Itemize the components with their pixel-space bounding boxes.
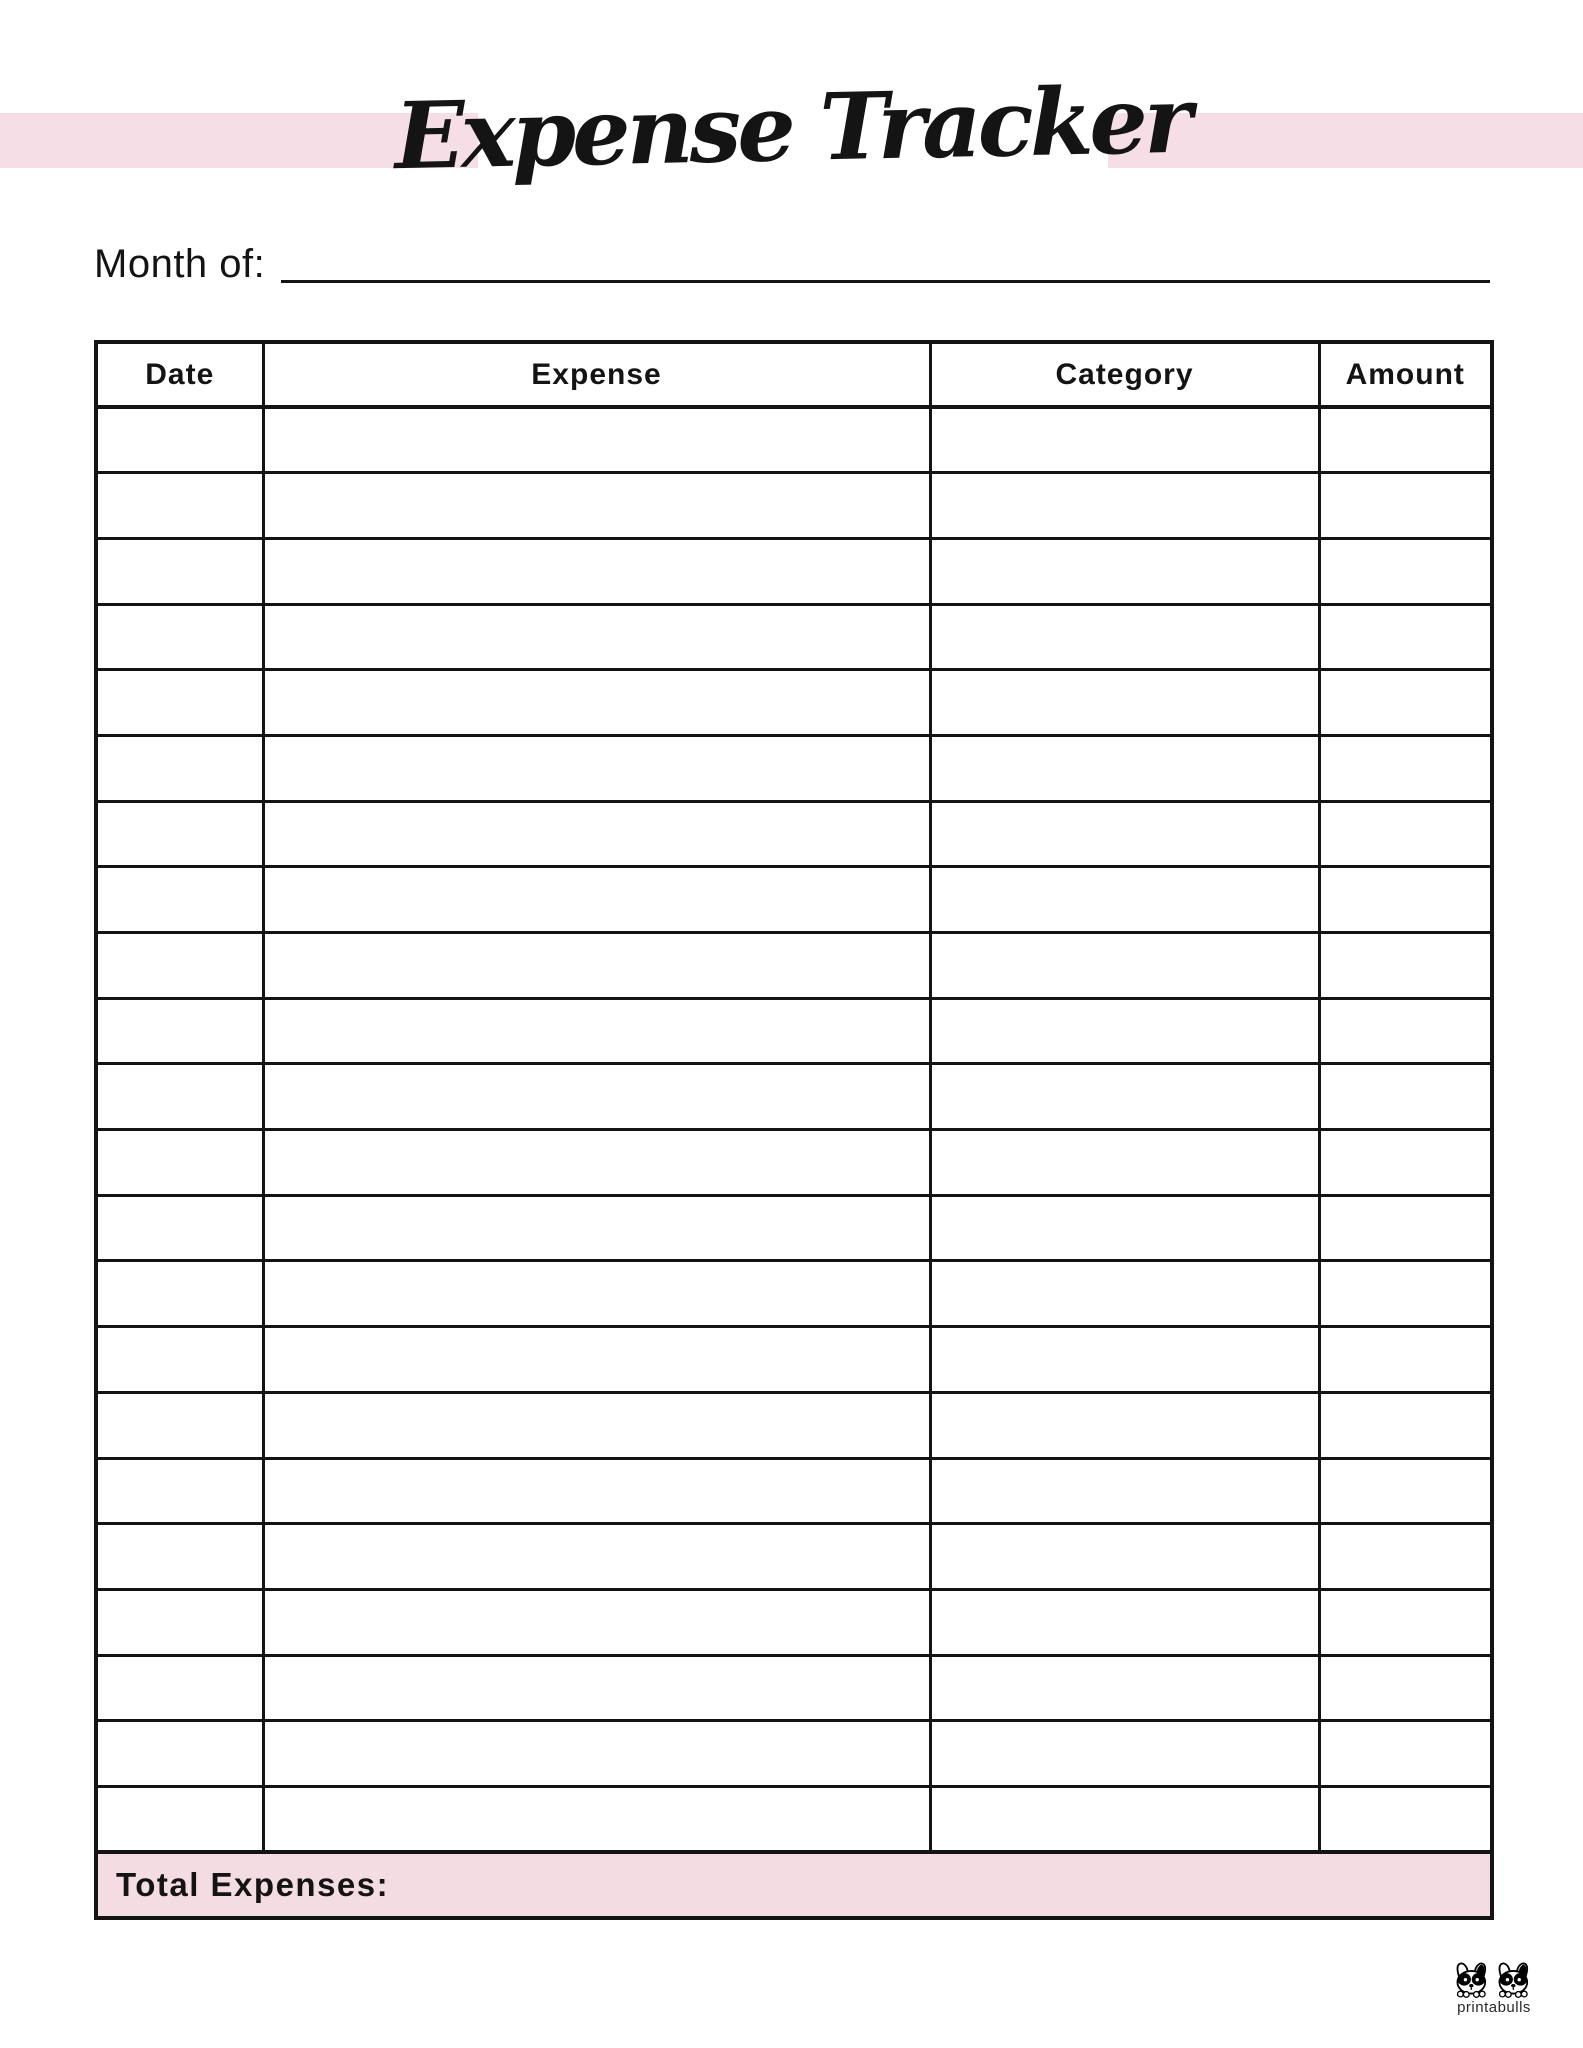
empty-cell [263, 473, 930, 539]
empty-cell [930, 1195, 1319, 1261]
empty-cell [263, 1392, 930, 1458]
empty-cell [96, 867, 263, 933]
table-row [96, 1064, 1492, 1130]
empty-cell [96, 1261, 263, 1327]
empty-cell [96, 1392, 263, 1458]
header-expense: Expense [263, 342, 930, 407]
empty-cell [96, 1589, 263, 1655]
table-row [96, 604, 1492, 670]
empty-cell [1319, 1327, 1492, 1393]
empty-cell [96, 1064, 263, 1130]
month-input-line [281, 280, 1490, 283]
header-category: Category [930, 342, 1319, 407]
empty-cell [96, 1458, 263, 1524]
table-row [96, 1786, 1492, 1852]
empty-cell [930, 1655, 1319, 1721]
table-row [96, 1261, 1492, 1327]
table-body [96, 407, 1492, 1852]
table-row [96, 1589, 1492, 1655]
empty-cell [930, 407, 1319, 473]
empty-cell [96, 1130, 263, 1196]
empty-cell [1319, 1458, 1492, 1524]
empty-cell [930, 1458, 1319, 1524]
empty-cell [1319, 933, 1492, 999]
empty-cell [1319, 1130, 1492, 1196]
empty-cell [263, 1195, 930, 1261]
month-label: Month of: [94, 242, 266, 286]
empty-cell [263, 735, 930, 801]
empty-cell [930, 1524, 1319, 1590]
empty-cell [1319, 1655, 1492, 1721]
page-title: Expense Tracker [393, 65, 1190, 191]
empty-cell [930, 538, 1319, 604]
empty-cell [930, 1130, 1319, 1196]
empty-cell [96, 801, 263, 867]
empty-cell [1319, 867, 1492, 933]
empty-cell [263, 407, 930, 473]
empty-cell [263, 933, 930, 999]
table-row [96, 473, 1492, 539]
empty-cell [1319, 801, 1492, 867]
empty-cell [263, 1786, 930, 1852]
table-row [96, 1655, 1492, 1721]
empty-cell [263, 538, 930, 604]
table-row [96, 1130, 1492, 1196]
empty-cell [263, 1721, 930, 1787]
empty-cell [930, 604, 1319, 670]
empty-cell [96, 670, 263, 736]
empty-cell [96, 1655, 263, 1721]
empty-cell [1319, 604, 1492, 670]
empty-cell [96, 933, 263, 999]
empty-cell [263, 1064, 930, 1130]
empty-cell [1319, 538, 1492, 604]
empty-cell [1319, 407, 1492, 473]
empty-cell [96, 1721, 263, 1787]
empty-cell [1319, 1392, 1492, 1458]
empty-cell [930, 1721, 1319, 1787]
empty-cell [1319, 1261, 1492, 1327]
header-amount: Amount [1319, 342, 1492, 407]
month-row [94, 240, 1490, 288]
empty-cell [263, 867, 930, 933]
empty-cell [96, 1327, 263, 1393]
empty-cell [930, 1327, 1319, 1393]
table-row [96, 1392, 1492, 1458]
empty-cell [96, 604, 263, 670]
empty-cell [1319, 1524, 1492, 1590]
empty-cell [1319, 1195, 1492, 1261]
empty-cell [930, 867, 1319, 933]
table-row [96, 998, 1492, 1064]
empty-cell [930, 933, 1319, 999]
empty-cell [930, 1786, 1319, 1852]
empty-cell [930, 670, 1319, 736]
empty-cell [263, 1130, 930, 1196]
empty-cell [263, 998, 930, 1064]
empty-cell [96, 1524, 263, 1590]
empty-cell [96, 735, 263, 801]
table-row [96, 867, 1492, 933]
empty-cell [96, 1786, 263, 1852]
empty-cell [930, 473, 1319, 539]
empty-cell [930, 801, 1319, 867]
empty-cell [263, 801, 930, 867]
total-row [96, 1852, 1492, 1918]
total-cell [96, 1852, 1492, 1918]
expense-table [94, 340, 1494, 1920]
empty-cell [1319, 1589, 1492, 1655]
empty-cell [930, 1392, 1319, 1458]
table-row [96, 1721, 1492, 1787]
logo-text: printabulls [1457, 1999, 1531, 2016]
empty-cell [930, 998, 1319, 1064]
empty-cell [930, 1064, 1319, 1130]
table-row [96, 735, 1492, 801]
table-row [96, 1195, 1492, 1261]
empty-cell [96, 407, 263, 473]
table-header-row [96, 342, 1492, 407]
empty-cell [930, 1589, 1319, 1655]
table-row [96, 1524, 1492, 1590]
empty-cell [1319, 1786, 1492, 1852]
empty-cell [1319, 670, 1492, 736]
empty-cell [263, 1327, 930, 1393]
empty-cell [930, 1261, 1319, 1327]
table-row [96, 538, 1492, 604]
empty-cell [1319, 735, 1492, 801]
table-row [96, 1327, 1492, 1393]
table-row [96, 670, 1492, 736]
empty-cell [263, 670, 930, 736]
table-row [96, 407, 1492, 473]
empty-cell [263, 1655, 930, 1721]
empty-cell [263, 1589, 930, 1655]
empty-cell [1319, 1721, 1492, 1787]
empty-cell [263, 1261, 930, 1327]
empty-cell [96, 1195, 263, 1261]
empty-cell [263, 1458, 930, 1524]
printabulls-logo [1446, 1962, 1542, 2016]
empty-cell [1319, 473, 1492, 539]
empty-cell [96, 538, 263, 604]
empty-cell [1319, 1064, 1492, 1130]
header-date: Date [96, 342, 263, 407]
table-row [96, 933, 1492, 999]
two-bulldogs-icon [1452, 1962, 1536, 2000]
empty-cell [96, 473, 263, 539]
empty-cell [263, 1524, 930, 1590]
empty-cell [1319, 998, 1492, 1064]
empty-cell [263, 604, 930, 670]
table-row [96, 801, 1492, 867]
empty-cell [930, 735, 1319, 801]
table-row [96, 1458, 1492, 1524]
empty-cell [96, 998, 263, 1064]
total-label: Total Expenses: [116, 1866, 390, 1904]
